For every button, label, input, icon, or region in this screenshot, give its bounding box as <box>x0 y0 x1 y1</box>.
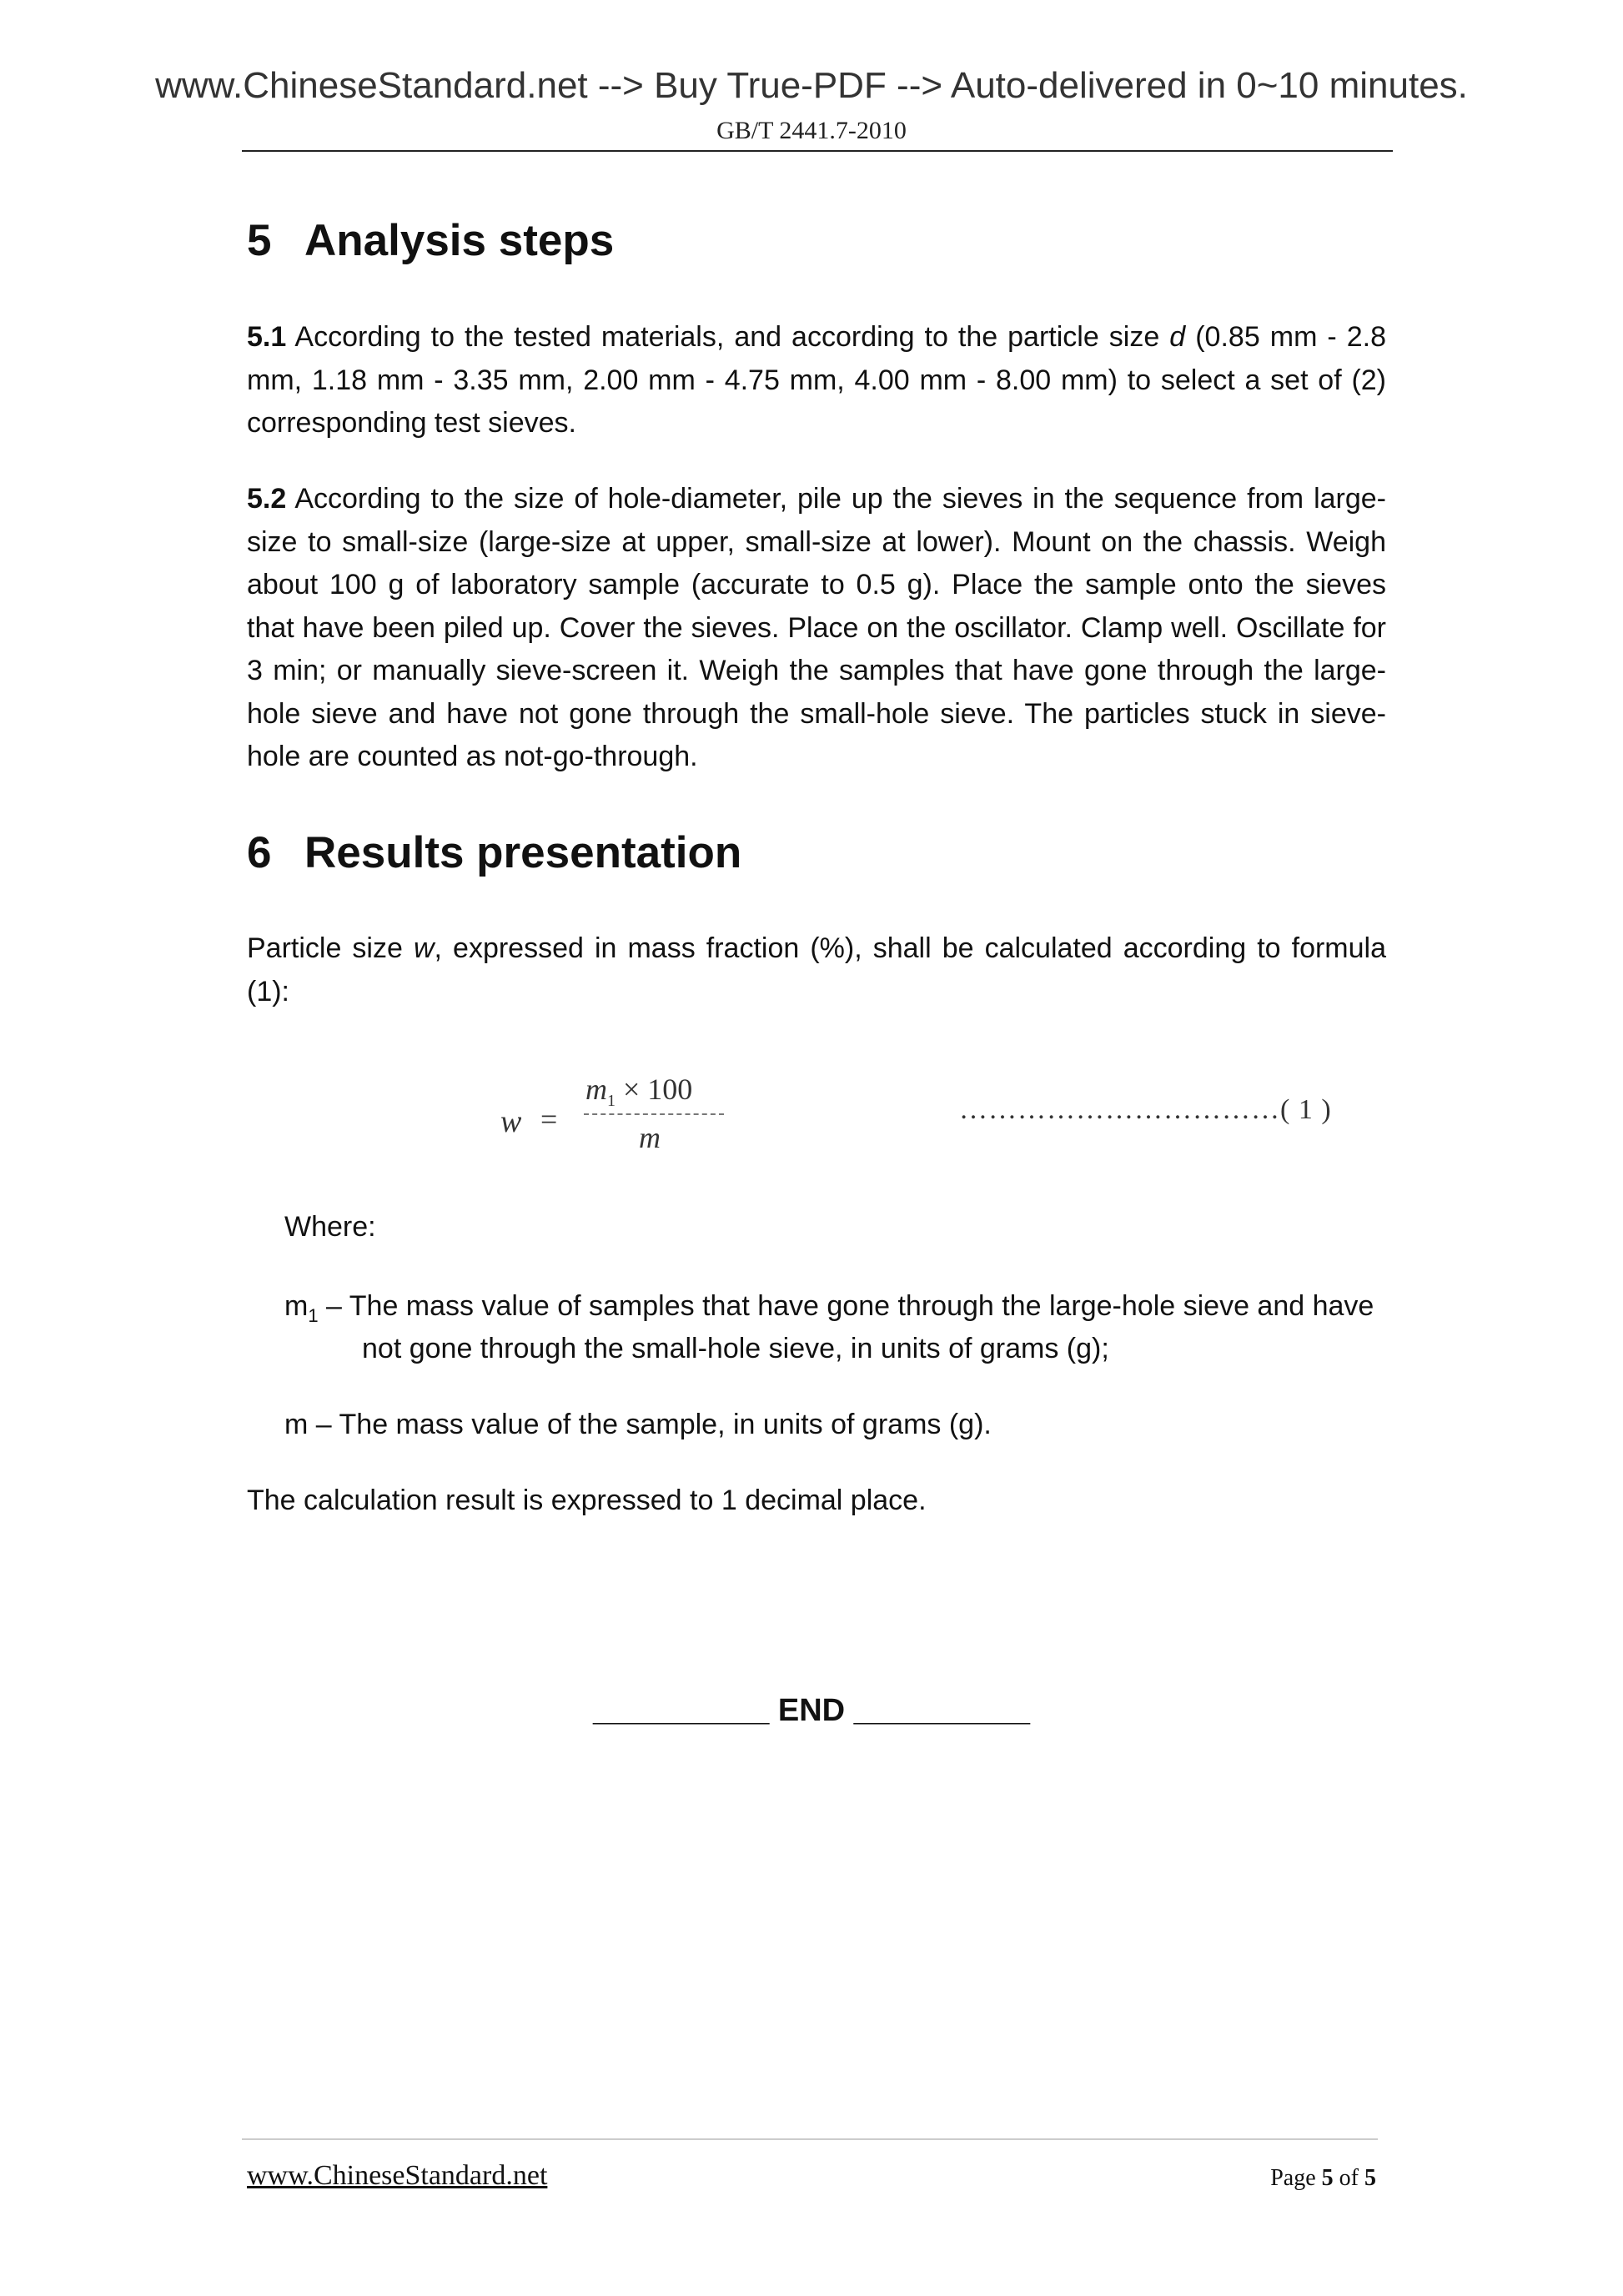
clause-5-2-text: According to the size of hole-diameter, pile up the sieves in the sequence from large-size to small-size (large-size at upper, small-size at lower). Mount on the chassis. Weigh about 100 g of laboratory sample (accurate to 0.5 g). Place the sample onto the sieves that have been piled up. Cover the sieves. Place on the oscillator. Clamp well. Oscillate for 3 min; or manually sieve-screen it. Weigh the samples that have gone through the large-hole sieve and have not gone through the small-hole sieve. The particles stuck in sieve-hole are counted as not-go-through. <box>247 483 1386 772</box>
clause-5-1-text-b: (0.85 mm - 2.8 mm, 1.18 mm - 3.35 mm, 2.00 mm - 4.75 mm, 4.00 mm - 8.00 mm) to select a set of (2) corresponding test sieves. <box>247 321 1387 439</box>
numerator-var: m <box>585 1073 607 1106</box>
intro-text-b: , expressed in mass fraction (%), shall be calculated according to formula (1): <box>247 932 1387 1007</box>
section-6-heading <box>247 827 741 878</box>
numerator-rest: × 100 <box>623 1073 693 1106</box>
formula-leader-dots: …………………………… <box>959 1094 1280 1125</box>
clause-5-1-number: 5.1 <box>247 321 287 353</box>
footer-divider <box>242 2138 1378 2140</box>
formula-lhs: w <box>500 1104 522 1139</box>
formula-label: ( 1 ) <box>1280 1094 1332 1125</box>
clause-5-1-variable: d <box>1169 321 1186 353</box>
m1-text: – The mass value of samples that have gone through the large-hole sieve and have <box>326 1290 1374 1322</box>
section-6-title: Results presentation <box>304 828 742 877</box>
m1-subscript: 1 <box>308 1304 319 1326</box>
formula-denominator: m <box>639 1121 661 1154</box>
standard-code-header: GB/T 2441.7-2010 <box>716 117 907 144</box>
clause-5-1 <box>247 316 1386 445</box>
clause-5-2-number: 5.2 <box>247 483 287 515</box>
section-5-number: 5 <box>247 216 272 265</box>
formula-equals: = <box>540 1103 558 1136</box>
footer-website-link[interactable]: www.ChineseStandard.net <box>247 2160 548 2191</box>
m1-symbol: m <box>284 1290 309 1322</box>
definition-m: m – The mass value of the sample, in units of grams (g). <box>284 1409 992 1440</box>
fraction-bar <box>584 1113 724 1115</box>
header-divider <box>242 150 1393 152</box>
page-word: Page <box>1270 2165 1316 2191</box>
intro-text-a: Particle size <box>247 932 403 964</box>
section-6-number: 6 <box>247 828 272 877</box>
footer-page-number <box>1270 2165 1376 2192</box>
intro-variable: w <box>413 932 435 964</box>
section-5-title: Analysis steps <box>304 216 615 265</box>
of-word: of <box>1339 2165 1359 2191</box>
numerator-sub: 1 <box>607 1092 616 1111</box>
clause-5-1-text-a: According to the tested materials, and according to the particle size <box>294 321 1160 353</box>
top-banner: www.ChineseStandard.net --> Buy True-PDF --> Auto-delivered in 0~10 minutes. <box>155 65 1468 106</box>
page-current: 5 <box>1321 2165 1334 2191</box>
section-6-intro <box>247 927 1386 1013</box>
definition-m1-continued: not gone through the small-hole sieve, in units of grams (g); <box>362 1333 1109 1364</box>
formula-number <box>959 1094 1332 1126</box>
formula-numerator <box>585 1072 692 1111</box>
page-total: 5 <box>1364 2165 1376 2191</box>
clause-5-2 <box>247 478 1386 779</box>
section-5-heading <box>247 215 614 266</box>
end-marker: __________ END __________ <box>592 1693 1031 1728</box>
calculation-note: The calculation result is expressed to 1 decimal place. <box>247 1485 927 1516</box>
where-label: Where: <box>284 1211 376 1243</box>
